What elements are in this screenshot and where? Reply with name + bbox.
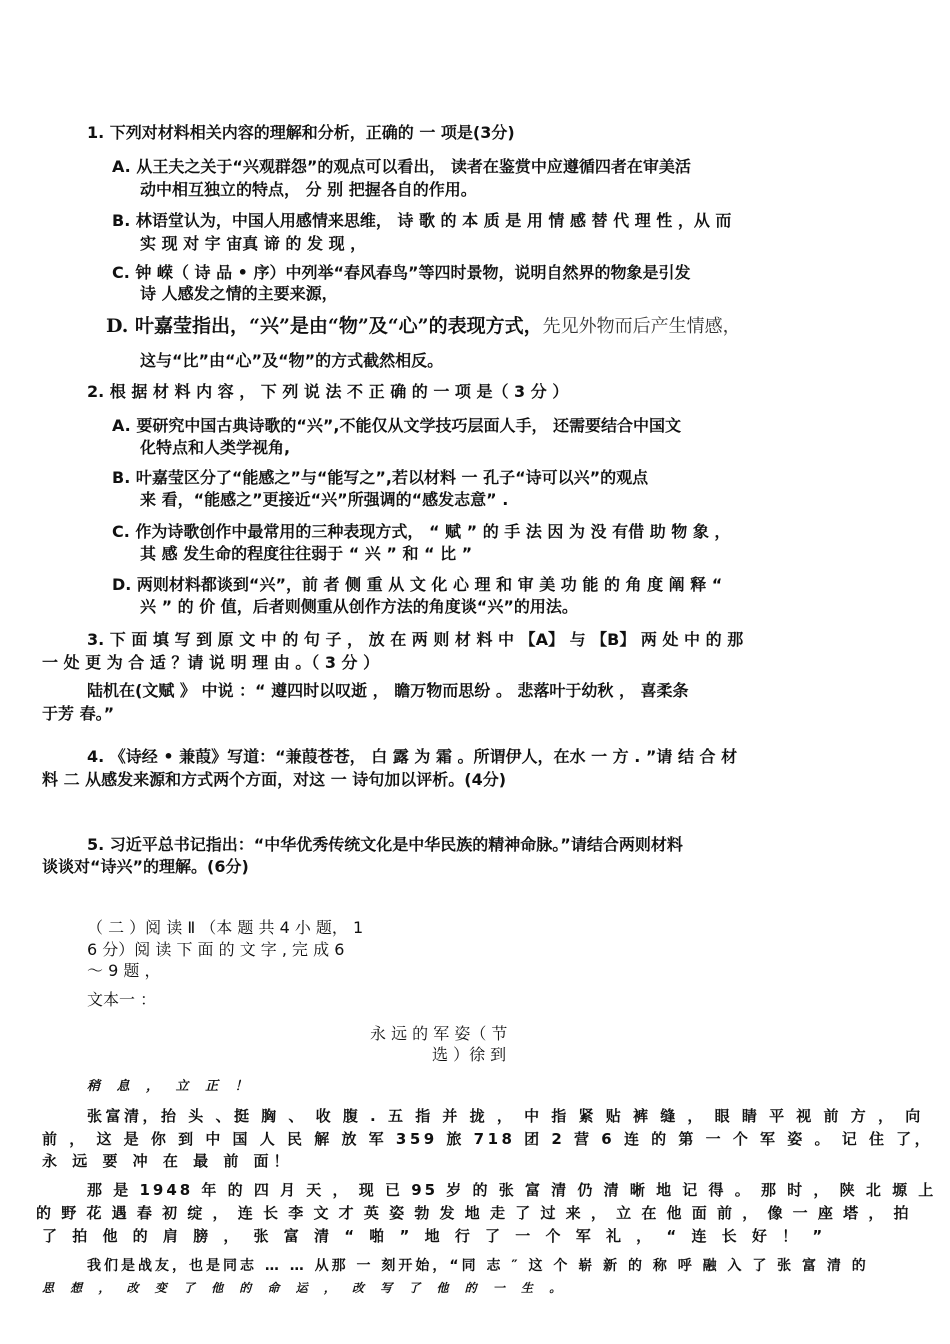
article-title-line2: 选 ）徐 到 — [432, 1045, 507, 1064]
article-p1-line2: 前 ， 这 是 你 到 中 国 人 民 解 放 军 359 旅 718 团 2 营 6 连 的 第 一 个 军 姿 。 记 住 了， — [42, 1130, 934, 1148]
q1-option-d-line2: 这与“比”由“心”及“物”的方式截然相反。 — [140, 351, 444, 370]
q1-option-d-light: 先见外物而后产生情感， — [542, 316, 741, 337]
article-p3-line2: 思 想 ， 改 变 了 他 的 命 运 ， 改 写 了 他 的 一 生 。 — [42, 1281, 568, 1295]
article-p3-line1: 我们是战友，也是同志 … … 从那 一 刻开始，“同 志 ″ 这 个 崭 新 的 称 呼 融 入 了 张 富 清 的 — [87, 1258, 869, 1274]
q2-option-c-line1: C. 作为诗歌创作中最常用的三种表现方式， “ 赋 ” 的 手 法 因 为 没 有借 助 物 象 ， — [112, 522, 731, 541]
q5-line1: 5. 习近平总书记指出：“中华优秀传统文化是中华民族的精神命脉。”请结合两则材料 — [87, 835, 683, 854]
article-title-line1: 永 远 的 军 姿（ 节 — [370, 1024, 508, 1043]
q1-option-c-line1: C. 钟 嵘（ 诗 品 • 序）中列举“春风春鸟”等四时景物，说明自然界的物象是引发 — [112, 263, 691, 282]
q3-quote-line2: 于芳 春。” — [42, 704, 115, 723]
q2-option-d-line1: D. 两则材料都谈到“兴”，前 者 侧 重 从 文 化 心 理 和 审 美 功 能 的 角 度 阐 释 “ — [112, 575, 723, 594]
q3-line2: 一 处 更 为 合 适 ？请 说 明 理 由 。（ 3 分 ） — [42, 653, 380, 672]
q1-option-b-line1: B. 林语堂认为，中国人用感情来思维， 诗 歌 的 本 质 是 用 情 感 替 代 理 性 ，从 而 — [112, 211, 732, 230]
q1-option-b-line2: 实 现 对 宇 宙真 谛 的 发 现 ， — [140, 234, 367, 253]
q2-option-d-line2: 兴 ” 的 价 值，后者则侧重从创作方法的角度谈“兴”的用法。 — [140, 597, 578, 616]
q4-line2: 料 二 从感发来源和方式两个方面，对这 一 诗句加以评析。(4分) — [42, 770, 507, 789]
section2-line3: ～ 9 题 ， — [87, 961, 161, 980]
article-p1-line1: 张富清，抬 头 、挺 胸 、 收 腹 . 五 指 并 拢 ， 中 指 紧 贴 裤 缝 ， 眼 睛 平 视 前 方 ， 向 — [87, 1107, 924, 1125]
q1-option-c-line2: 诗 人感发之情的主要来源， — [140, 284, 338, 303]
article-p2-line2: 的 野 花 遇 春 初 绽 ， 连 长 李 文 才 英 姿 勃 发 地 走 了 过 来 ， 立 在 他 面 前 ， 像 一 座 塔 ， 拍 — [36, 1204, 912, 1222]
q2-stem: 2. 根 据 材 料 内 容 ， 下 列 说 法 不 正 确 的 一 项 是（ 3 分 ） — [87, 382, 569, 401]
q1-stem: 1. 下列对材料相关内容的理解和分析，正确的 一 项是(3分) — [87, 123, 515, 142]
article-command: 稍 息 ， 立 正 ！ — [87, 1079, 254, 1094]
article-p1-line3: 永 远 要 冲 在 最 前 面！ — [42, 1152, 294, 1170]
q1-option-d-line1 — [106, 314, 741, 339]
q2-option-b-line2: 来 看，“能感之”更接近“兴”所强调的“感发志意” . — [140, 490, 509, 509]
q3-line1: 3. 下 面 填 写 到 原 文 中 的 句 子 ， 放 在 两 则 材 料 中 【A】 与 【B】 两 处 中 的 那 — [87, 630, 744, 649]
q4-line1: 4. 《诗经 • 兼葭》写道：“兼葭苍苍， 白 露 为 霜 。所谓伊人，在水 一 方 . ”请 结 合 材 — [87, 747, 738, 766]
q2-option-c-line2: 其 感 发生命的程度往往弱于 “ 兴 ” 和 “ 比 ” — [140, 544, 473, 563]
q1-option-a-line1: A. 从王夫之关于“兴观群怨”的观点可以看出， 读者在鉴赏中应遵循四者在审美活 — [112, 157, 691, 176]
q5-line2: 谈谈对“诗兴”的理解。(6分) — [42, 857, 249, 876]
q1-option-a-line2: 动中相互独立的特点， 分 别 把握各自的作用。 — [140, 180, 477, 199]
article-p2-line3: 了 拍 他 的 肩 膀 ， 张 富 清 “ 啪 ” 地 行 了 一 个 军 礼 ， “ 连 长 好 ！ ” — [42, 1227, 828, 1245]
q2-option-a-line1: A. 要研究中国古典诗歌的“兴”,不能仅从文学技巧层面人手， 还需要结合中国文 — [112, 416, 682, 435]
article-p2-line1: 那 是 1948 年 的 四 月 天 ， 现 已 95 岁 的 张 富 清 仍 清 晰 地 记 得 。 那 时 ， 陕 北 塬 上 — [87, 1181, 937, 1199]
q2-option-b-line1: B. 叶嘉莹区分了“能感之”与“能写之”,若以材料 一 孔子“诗可以兴”的观点 — [112, 468, 649, 487]
section2-line2: 6 分）阅 读 下 面 的 文 字 , 完 成 6 — [87, 940, 345, 959]
q1-option-d-bold: D. 叶嘉莹指出，“兴”是由“物”及“心”的表现方式， — [106, 315, 543, 337]
q3-quote-line1: 陆机在(文赋 》 中说 ：“ 遵四时以叹逝 ， 瞻万物而思纷 。 悲落叶于幼秋 ， 喜柔条 — [87, 681, 689, 700]
q2-option-a-line2: 化特点和人类学视角, — [140, 438, 291, 457]
text1-label: 文本一 ： — [87, 990, 157, 1009]
section2-line1: （ 二 ）阅 读 Ⅱ （本 题 共 4 小 题， 1 — [87, 918, 364, 937]
